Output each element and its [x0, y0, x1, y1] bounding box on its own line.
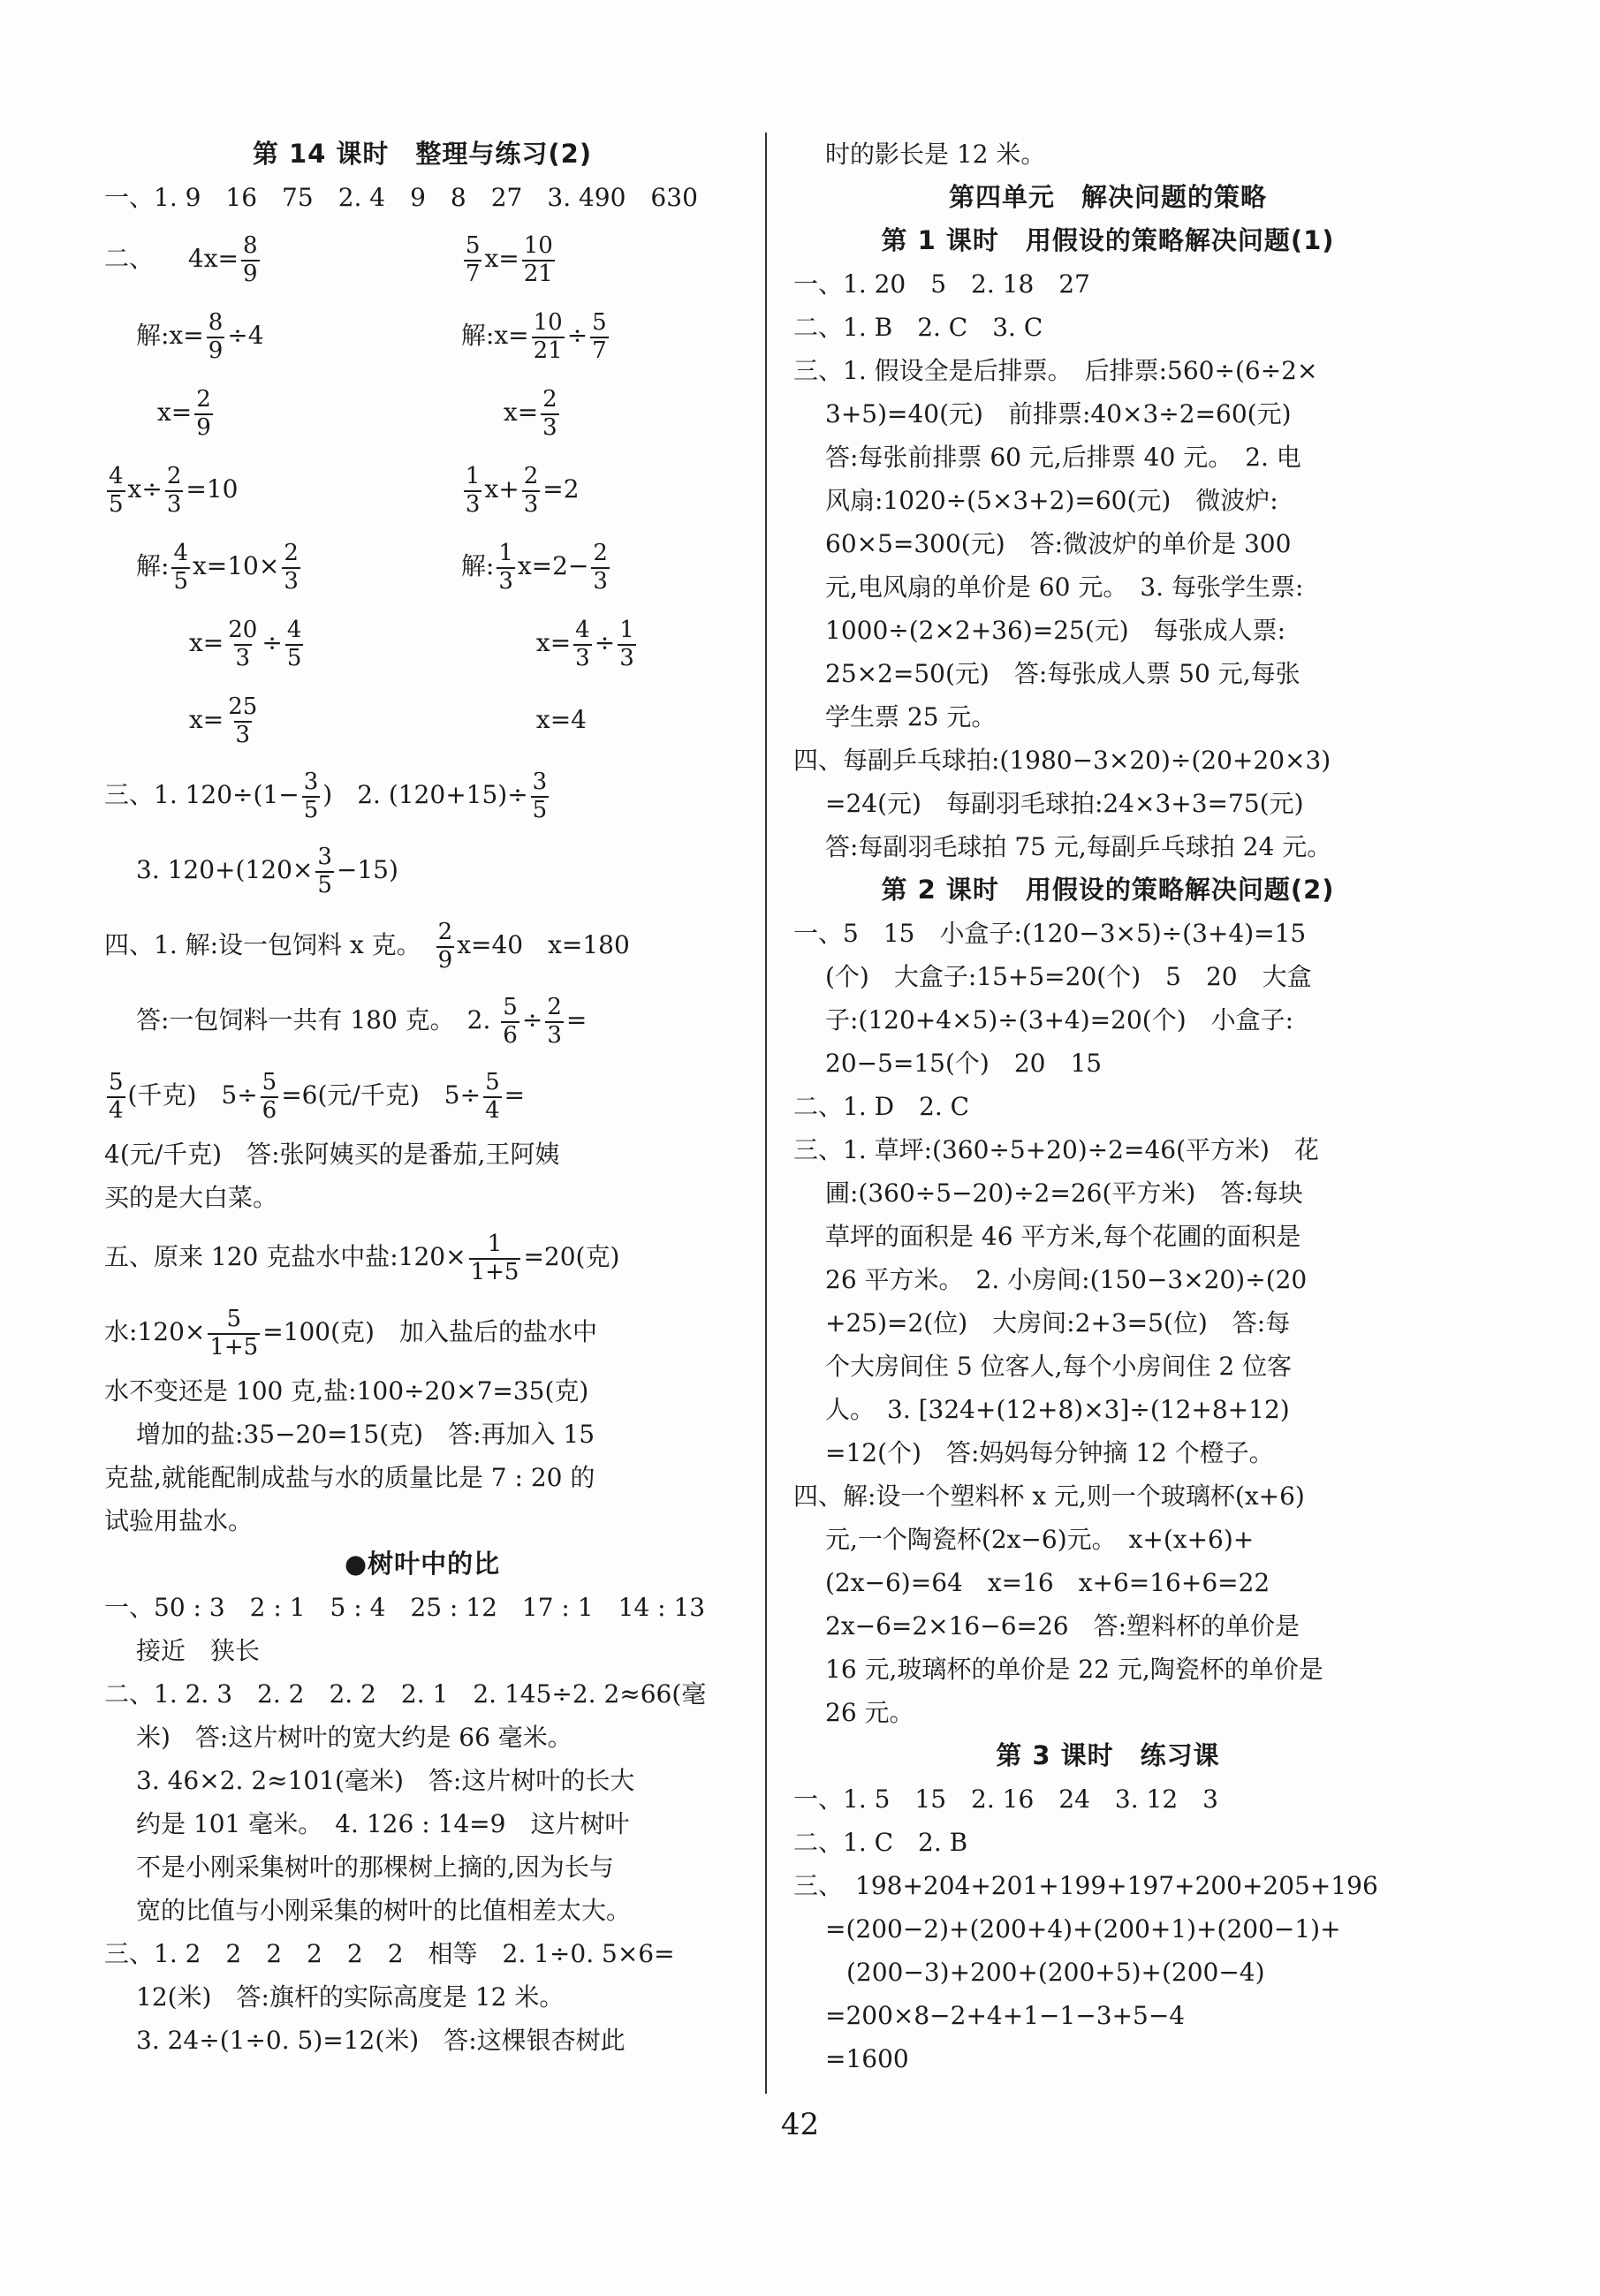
lesson-2-line-5: 二、1. D 2. C [793, 1092, 970, 1121]
lesson-2-line-10: +25)=2(位) 大房间:2+3=5(位) 答:每 [825, 1308, 1291, 1337]
fraction: $\frac{5}{6}$ [262, 1069, 277, 1124]
lesson-1-line-14: 答:每副羽毛球拍 75 元,每副乒乓球拍 24 元。 [825, 832, 1332, 861]
leaf-line-11: 3. 24÷(1÷0. 5)=12(米) 答:这棵银杏树此 [136, 2026, 626, 2055]
fraction: $\frac{5}{1+5}$ [209, 1306, 259, 1360]
lesson-2-line-7: 圃:(360÷5−20)÷2=26(平方米) 答:每块 [825, 1178, 1303, 1208]
lesson-2-line-6: 三、1. 草坪:(360÷5+20)÷2=46(平方米) 花 [793, 1135, 1319, 1164]
lesson-2-line-17: 2x−6=2×16−6=26 答:塑料杯的单价是 [825, 1611, 1300, 1641]
lesson-1-line-13: =24(元) 每副羽毛球拍:24×3+3=75(元) [825, 789, 1304, 818]
lesson-2-title: 第 2 课时 用假设的策略解决问题(2) [881, 875, 1335, 905]
lesson-1-line-4: 3+5)=40(元) 前排票:40×3÷2=60(元) [825, 399, 1292, 428]
fraction: $\frac{2}{3}$ [542, 386, 557, 441]
fraction: $\frac{20}{3}$ [228, 617, 258, 671]
leaf-line-9: 三、1. 2 2 2 2 2 2 相等 2. 1÷0. 5×6= [104, 1939, 675, 1968]
fraction: $\frac{5}{4}$ [109, 1069, 124, 1124]
leaf-line-2: 接近 狭长 [136, 1636, 261, 1665]
lesson-14-title: 第 14 课时 整理与练习(2) [252, 139, 593, 169]
right-line-0: 时的影长是 12 米。 [825, 140, 1046, 169]
lesson-1-line-1: 一、1. 20 5 2. 18 27 [793, 269, 1090, 299]
fraction: $\frac{2}{3}$ [547, 994, 562, 1049]
lesson-3-title: 第 3 课时 练习课 [996, 1740, 1220, 1770]
fraction: $\frac{3}{5}$ [532, 769, 548, 823]
leaf-ratio-title: ●树叶中的比 [344, 1549, 501, 1579]
column-divider [765, 133, 767, 2094]
fraction: $\frac{4}{5}$ [286, 617, 302, 671]
fraction: $\frac{25}{3}$ [228, 693, 258, 748]
lesson-2-line-8: 草坪的面积是 46 平方米,每个花圃的面积是 [825, 1222, 1301, 1251]
fraction: $\frac{3}{5}$ [303, 769, 319, 823]
fraction: $\frac{3}{5}$ [317, 844, 332, 898]
leaf-line-3: 二、1. 2. 3 2. 2 2. 2 2. 1 2. 145÷2. 2≈66(毫 [104, 1679, 707, 1709]
lesson-1-line-10: 25×2=50(元) 答:每张成人票 50 元,每张 [825, 659, 1300, 688]
lesson-3-line-7: =1600 [825, 2044, 909, 2073]
section-5-line-4: 增加的盐:35−20=15(克) 答:再加入 15 [136, 1420, 595, 1449]
leaf-line-6: 约是 101 毫米。 4. 126 : 14=9 这片树叶 [136, 1809, 630, 1838]
section-3-line-1: 三、1. 120÷(1− $\frac{3}{5}$ ) 2. (120+15)÷ $\frac{3}{5}$ [104, 769, 548, 823]
fraction: $\frac{8}{9}$ [243, 232, 258, 287]
fraction: $\frac{2}{3}$ [593, 540, 608, 595]
leaf-line-10: 12(米) 答:旗杆的实际高度是 12 米。 [136, 1982, 565, 2012]
lesson-2-line-11: 个大房间住 5 位客人,每个小房间住 2 位客 [825, 1352, 1293, 1381]
lesson-2-line-19: 26 元。 [825, 1698, 914, 1727]
section-5-line-3: 水不变还是 100 克,盐:100÷20×7=35(克) [104, 1376, 589, 1406]
lesson-3-line-1: 一、1. 5 15 2. 16 24 3. 12 3 [793, 1785, 1218, 1814]
leaf-line-7: 不是小刚采集树叶的那棵树上摘的,因为长与 [136, 1853, 614, 1882]
fraction: $\frac{2}{3}$ [523, 463, 539, 518]
left-column [104, 133, 740, 2062]
equation-row-3: x= $\frac{2}{9}$ x= $\frac{2}{3}$ [157, 386, 557, 441]
section-5-line-1: 五、原来 120 克盐水中盐:120× $\frac{1}{1+5}$ =20(克) [104, 1231, 620, 1285]
lesson-2-line-2: (个) 大盒子:15+5=20(个) 5 20 大盒 [825, 962, 1312, 991]
equation-row-6: x= $\frac{20}{3}$ ÷ $\frac{4}{5}$ x= $\frac{4}{3}$ ÷ $\frac{1}{3}$ [189, 617, 634, 671]
lesson-2-line-15: 元,一个陶瓷杯(2x−6)元。 x+(x+6)+ [825, 1525, 1255, 1554]
page-number: 42 [780, 2107, 820, 2142]
lesson-2-line-13: =12(个) 答:妈妈每分钟摘 12 个橙子。 [825, 1438, 1274, 1467]
lesson-3-line-5: (200−3)+200+(200+5)+(200−4) [846, 1958, 1265, 1987]
unit-4-title: 第四单元 解决问题的策略 [948, 182, 1267, 212]
lesson-2-line-1: 一、5 15 小盒子:(120−3×5)÷(3+4)=15 [793, 919, 1307, 948]
fraction: $\frac{1}{3}$ [465, 463, 481, 518]
fraction: $\frac{5}{4}$ [485, 1069, 500, 1124]
fraction: $\frac{10}{21}$ [533, 309, 563, 364]
section-3-line-2: 3. 120+(120× $\frac{3}{5}$ −15) [136, 844, 398, 898]
fraction: $\frac{2}{3}$ [166, 463, 182, 518]
lesson-14-part1: 一、1. 9 16 75 2. 4 9 8 27 3. 490 630 [104, 183, 698, 212]
lesson-1-line-9: 1000÷(2×2+36)=25(元) 每张成人票: [825, 616, 1286, 645]
fraction: $\frac{2}{9}$ [437, 919, 453, 974]
lesson-1-line-3: 三、1. 假设全是后排票。 后排票:560÷(6÷2× [793, 356, 1318, 385]
fraction: $\frac{1}{3}$ [619, 617, 634, 671]
section-5-line-2: 水:120× $\frac{5}{1+5}$ =100(克) 加入盐后的盐水中 [104, 1306, 597, 1360]
leaf-line-4: 米) 答:这片树叶的宽大约是 66 毫米。 [136, 1723, 573, 1752]
section-4-line-5: 买的是大白菜。 [104, 1183, 278, 1212]
lesson-2-line-16: (2x−6)=64 x=16 x+6=16+6=22 [825, 1568, 1270, 1597]
fraction: $\frac{5}{7}$ [465, 232, 481, 287]
lesson-3-line-6: =200×8−2+4+1−1−3+5−4 [825, 2001, 1186, 2030]
lesson-2-line-9: 26 平方米。 2. 小房间:(150−3×20)÷(20 [825, 1265, 1308, 1294]
fraction: $\frac{10}{21}$ [523, 232, 553, 287]
section-4-line-1: 四、1. 解:设一包饲料 x 克。 $\frac{2}{9}$ x=40 x=180 [104, 919, 630, 974]
equation-row-4: $\frac{4}{5}$ x÷ $\frac{2}{3}$ =10 $\frac{1}{3}$ x+ $\frac{2}{3}$ =2 [109, 463, 580, 518]
leaf-line-5: 3. 46×2. 2≈101(毫米) 答:这片树叶的长大 [136, 1766, 635, 1795]
leaf-line-1: 一、50 : 3 2 : 1 5 : 4 25 : 12 17 : 1 14 : 13 [104, 1593, 706, 1622]
section-5-line-5: 克盐,就能配制成盐与水的质量比是 7 : 20 的 [104, 1463, 595, 1492]
section-4-line-3: $\frac{5}{4}$ (千克) 5÷ $\frac{5}{6}$ =6(元/千克) 5÷ $\frac{5}{4}$ = [109, 1069, 526, 1124]
equation-row-1: 二、 4x= $\frac{8}{9}$ $\frac{5}{7}$ x= $\frac{10}{21}$ [104, 232, 553, 287]
lesson-2-line-12: 人。 3. [324+(12+8)×3]÷(12+8+12) [825, 1395, 1290, 1424]
lesson-1-line-5: 答:每张前排票 60 元,后排票 40 元。 2. 电 [825, 443, 1301, 472]
lesson-1-line-12: 四、每副乒乓球拍:(1980−3×20)÷(20+20×3) [793, 746, 1331, 775]
lesson-1-line-6: 风扇:1020÷(5×3+2)=60(元) 微波炉: [825, 486, 1278, 515]
lesson-1-title: 第 1 课时 用假设的策略解决问题(1) [881, 225, 1335, 255]
lesson-2-line-14: 四、解:设一个塑料杯 x 元,则一个玻璃杯(x+6) [793, 1481, 1305, 1511]
equation-row-7: x= $\frac{25}{3}$ x=4 [189, 693, 587, 748]
leaf-line-8: 宽的比值与小刚采集的树叶的比值相差太大。 [136, 1896, 632, 1925]
lesson-1-line-8: 元,电风扇的单价是 60 元。 3. 每张学生票: [825, 572, 1304, 602]
right-column [793, 133, 1422, 2080]
lesson-3-line-2: 二、1. C 2. B [793, 1828, 968, 1857]
equation-row-5: 解: $\frac{4}{5}$ x=10× $\frac{2}{3}$ 解: $\frac{1}{3}$ x=2− $\frac{2}{3}$ [136, 540, 608, 595]
lesson-1-line-11: 学生票 25 元。 [825, 702, 997, 731]
fraction: $\frac{4}{5}$ [173, 540, 188, 595]
fraction: $\frac{1}{1+5}$ [470, 1231, 519, 1285]
fraction: $\frac{2}{3}$ [284, 540, 299, 595]
lesson-2-line-3: 子:(120+4×5)÷(3+4)=20(个) 小盒子: [825, 1005, 1294, 1034]
lesson-3-line-3: 三、 198+204+201+199+197+200+205+196 [793, 1871, 1378, 1900]
section-4-line-4: 4(元/千克) 答:张阿姨买的是番茄,王阿姨 [104, 1140, 560, 1169]
lesson-3-line-4: =(200−2)+(200+4)+(200+1)+(200−1)+ [825, 1914, 1341, 1944]
equation-row-2: 解:x= $\frac{8}{9}$ ÷4 解:x= $\frac{10}{21}$ ÷ $\frac{5}{7}$ [136, 309, 607, 364]
fraction: $\frac{2}{9}$ [196, 386, 211, 441]
lesson-2-line-18: 16 元,玻璃杯的单价是 22 元,陶瓷杯的单价是 [825, 1655, 1323, 1684]
fraction: $\frac{1}{3}$ [498, 540, 513, 595]
section-4-line-2: 答:一包饲料一共有 180 克。 2. $\frac{5}{6}$ ÷ $\frac{2}{3}$ = [136, 994, 588, 1049]
fraction: $\frac{5}{7}$ [592, 309, 607, 364]
section-5-line-6: 试验用盐水。 [104, 1506, 254, 1535]
fraction: $\frac{8}{9}$ [208, 309, 224, 364]
fraction: $\frac{5}{6}$ [503, 994, 518, 1049]
lesson-1-line-7: 60×5=300(元) 答:微波炉的单价是 300 [825, 529, 1292, 558]
lesson-1-line-2: 二、1. B 2. C 3. C [793, 313, 1043, 342]
lesson-2-line-4: 20−5=15(个) 20 15 [825, 1049, 1103, 1078]
fraction: $\frac{4}{3}$ [575, 617, 590, 671]
fraction: $\frac{4}{5}$ [109, 463, 124, 518]
